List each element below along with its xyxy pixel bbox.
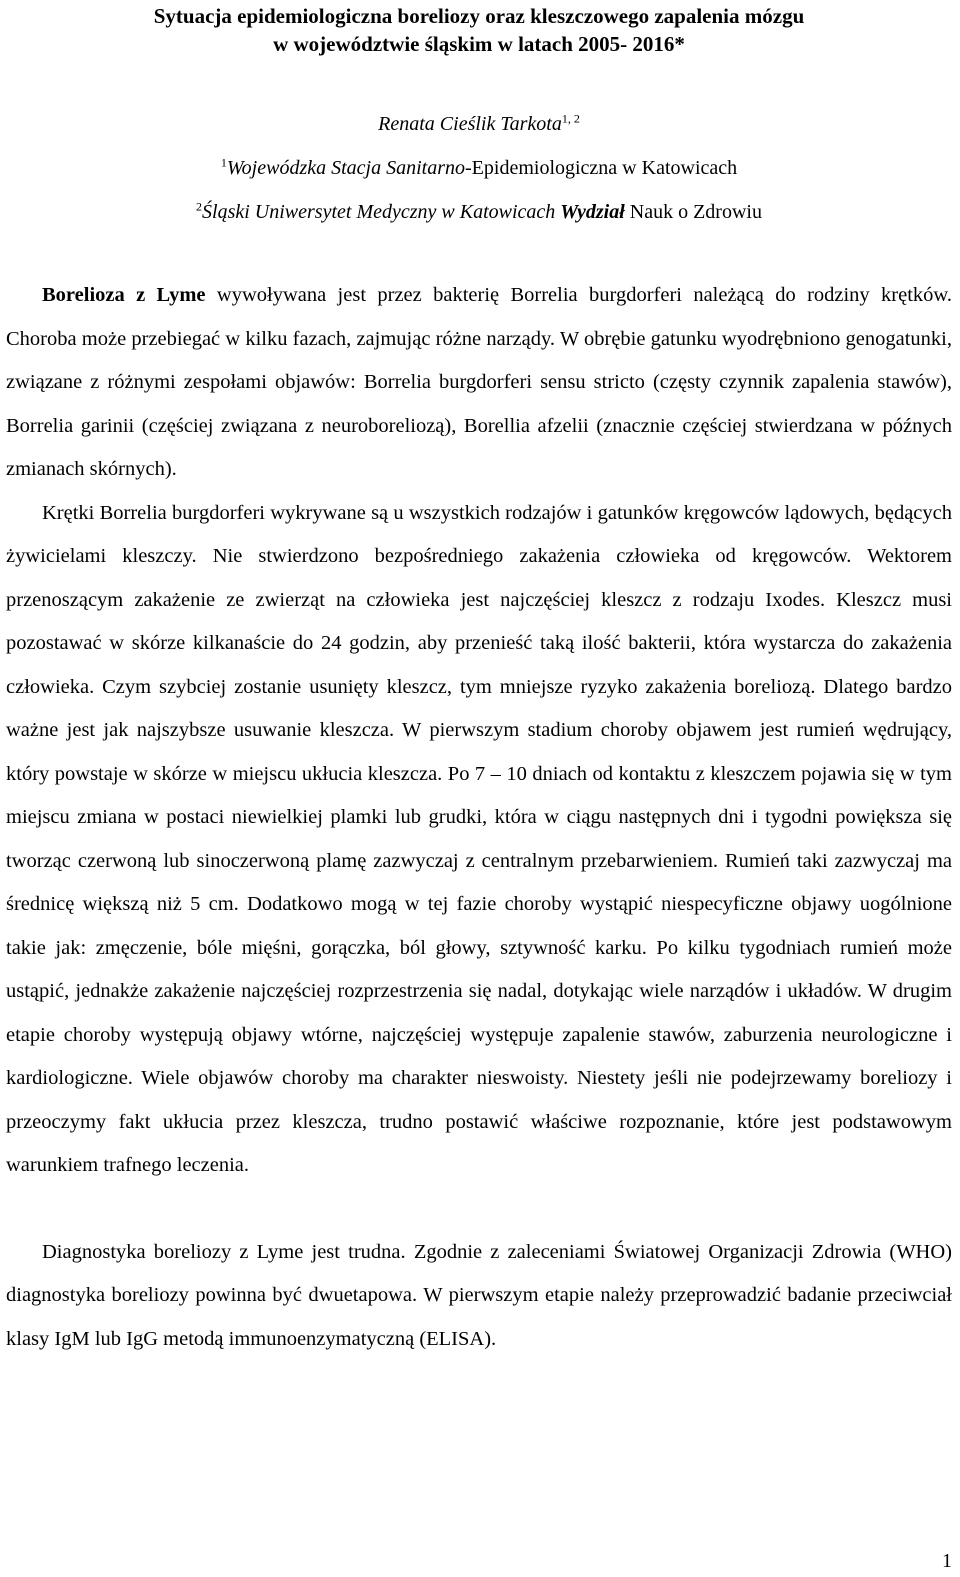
paragraph-1: Borelioza z Lyme wywoływana jest przez bakterię Borrelia burgdorferi należącą do rodziny krętków. Choroba może przebiegać w kilku fazach, zajmując różne narządy. W obrębie gatunku wyodrębniono genogatunki, związane z różnymi zespołami objawów: Borrelia burgdorferi sensu stricto (częsty czynnik zapalenia stawów), Borrelia garinii (częściej związana z neuroboreliozą), Borellia afzelii (znacznie częściej stwierdzana w późnych zmianach skórnych). [6,284,953,480]
paragraph-gap [6,1188,952,1231]
affiliation-1: $^1$Wojewódzka Stacja Sanitarno-Epidemiologiczna w Katowicach [220,155,738,179]
affiliation-2: $^2$Śląski Uniwersytet Medyczny w Katowicach Wydział Nauk o Zdrowiu [196,199,762,223]
title-line-1: Sytuacja epidemiologiczna boreliozy oraz kleszczowego zapalenia mózgu [153,4,805,28]
document-title [6,0,952,58]
body-text [6,274,952,1361]
paragraph-3: Diagnostyka boreliozy z Lyme jest trudna. Zgodnie z zaleceniami Światowej Organizacji Zdrowia (WHO) diagnostyka boreliozy powinna być dwuetapowa. W pierwszym etapie należy przeprowadzić badanie przeciwciał klasy IgM lub IgG metodą immunoenzymatyczną (ELISA). [6,1240,952,1350]
author-block [6,102,952,234]
title-line-2: w województwie śląskim w latach 2005- 2016* [273,32,685,56]
author-name: Renata Cieślik Tarkota$^{1, 2}$ [378,111,580,135]
paragraph-2: Krętki Borrelia burgdorferi wykrywane są u wszystkich rodzajów i gatunków kręgowców lądowych, będących żywicielami kleszczy. Nie stwierdzono bezpośredniego zakażenia człowieka od kręgowców. Wektorem przenoszącym zakażenie ze zwierząt na człowieka jest najczęściej kleszcz z rodzaju Ixodes. Kleszcz musi pozostawać w skórze kilkanaście do 24 godzin, aby przenieść taką ilość bakterii, która wystarcza do zakażenia człowieka. Czym szybciej zostanie usunięty kleszcz, tym mniejsze ryzyko zakażenia boreliozą. Dlatego bardzo ważne jest jak najszybsze usuwanie kleszcza. W pierwszym stadium choroby objawem jest rumień wędrujący, który powstaje w skórze w miejscu ukłucia kleszcza. Po 7 – 10 dniach od kontaktu z kleszczem pojawia się w tym miejscu zmiana w postaci niewielkiej plamki lub grudki, która w ciągu następnych dni i tygodni powiększa się tworząc czerwoną lub sinoczerwoną plamę zazwyczaj z centralnym przebarwieniem. Rumień taki zazwyczaj ma średnicę większą niż 5 cm. Dodatkowo mogą w tej fazie choroby wystąpić niespecyficzne objawy uogólnione takie jak: zmęczenie, bóle mięśni, gorączka, ból głowy, sztywność karku. Po kilku tygodniach rumień może ustąpić, jednakże zakażenie najczęściej rozprzestrzenia się nadal, dotykając wiele narządów i układów. W drugim etapie choroby występują objawy wtórne, najczęściej występuje zapalenie stawów, zaburzenia neurologiczne i kardiologiczne. Wiele objawów choroby ma charakter nieswoisty. Niestety jeśli nie podejrzewamy boreliozy i przeoczymy fakt ukłucia przez kleszcza, trudno postawić właściwe rozpoznanie, które jest podstawowym warunkiem trafnego leczenia. [6,501,952,1176]
page-number: 1 [942,1550,952,1572]
